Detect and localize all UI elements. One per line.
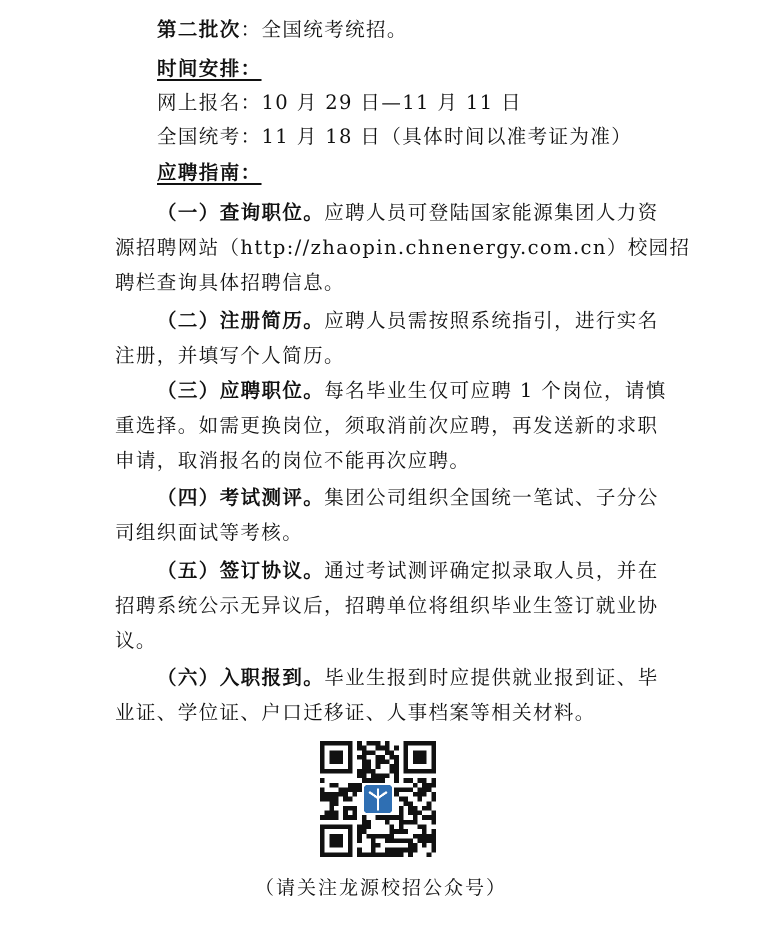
step-3-first-line bbox=[157, 376, 667, 406]
qr-caption: （请关注龙源校招公众号） bbox=[254, 877, 507, 899]
step-4-text-2: 司组织面试等考核。 bbox=[115, 521, 304, 544]
qr-code bbox=[320, 741, 436, 857]
batch2-label: 第二批次 bbox=[157, 18, 241, 41]
step-6-title: （六）入职报到。 bbox=[157, 666, 325, 689]
step-5-title: （五）签订协议。 bbox=[157, 559, 325, 582]
step-6-text-1: 毕业生报到时应提供就业报到证、毕 bbox=[324, 666, 659, 689]
step-1-title: （一）查询职位。 bbox=[157, 201, 325, 224]
step-3-title: （三）应聘职位。 bbox=[157, 379, 325, 402]
step-4-first-line bbox=[157, 483, 659, 513]
step-1-text-2: 源招聘网站（http://zhaopin.chnenergy.com.cn）校园招 bbox=[115, 236, 691, 259]
national-exam-line: 全国统考：11 月 18 日（具体时间以准考证为准） bbox=[157, 125, 633, 148]
step-3-text-3: 申请，取消报名的岗位不能再次应聘。 bbox=[115, 449, 471, 472]
step-5-text-1: 通过考试测评确定拟录取人员，并在 bbox=[324, 559, 659, 582]
step-1-text-1: 应聘人员可登陆国家能源集团人力资 bbox=[324, 201, 659, 224]
wind-turbine-logo-icon bbox=[362, 783, 394, 815]
batch2-line bbox=[157, 15, 408, 45]
batch2-text: ：全国统考统招。 bbox=[240, 18, 408, 41]
step-5-first-line bbox=[157, 556, 659, 586]
step-1-text-3: 聘栏查询具体招聘信息。 bbox=[115, 271, 345, 294]
step-1-first-line bbox=[157, 198, 659, 228]
step-2-first-line bbox=[157, 306, 659, 336]
step-6-text-2: 业证、学位证、户口迁移证、人事档案等相关材料。 bbox=[115, 701, 596, 724]
step-5-text-3: 议。 bbox=[115, 629, 157, 652]
step-3-text-1: 每名毕业生仅可应聘 1 个岗位，请慎 bbox=[324, 379, 667, 402]
step-2-text-2: 注册，并填写个人简历。 bbox=[115, 344, 345, 367]
step-5-text-2: 招聘系统公示无异议后，招聘单位将组织毕业生签订就业协 bbox=[115, 594, 659, 617]
step-4-text-1: 集团公司组织全国统一笔试、子分公 bbox=[324, 486, 659, 509]
step-2-title: （二）注册简历。 bbox=[157, 309, 325, 332]
guide-heading: 应聘指南： bbox=[157, 161, 262, 184]
step-3-text-2: 重选择。如需更换岗位，须取消前次应聘，再发送新的求职 bbox=[115, 414, 659, 437]
schedule-heading: 时间安排： bbox=[157, 57, 262, 80]
online-registration-line: 网上报名：10 月 29 日—11 月 11 日 bbox=[157, 91, 523, 114]
step-2-text-1: 应聘人员需按照系统指引，进行实名 bbox=[324, 309, 659, 332]
step-6-first-line bbox=[157, 663, 659, 693]
step-4-title: （四）考试测评。 bbox=[157, 486, 325, 509]
